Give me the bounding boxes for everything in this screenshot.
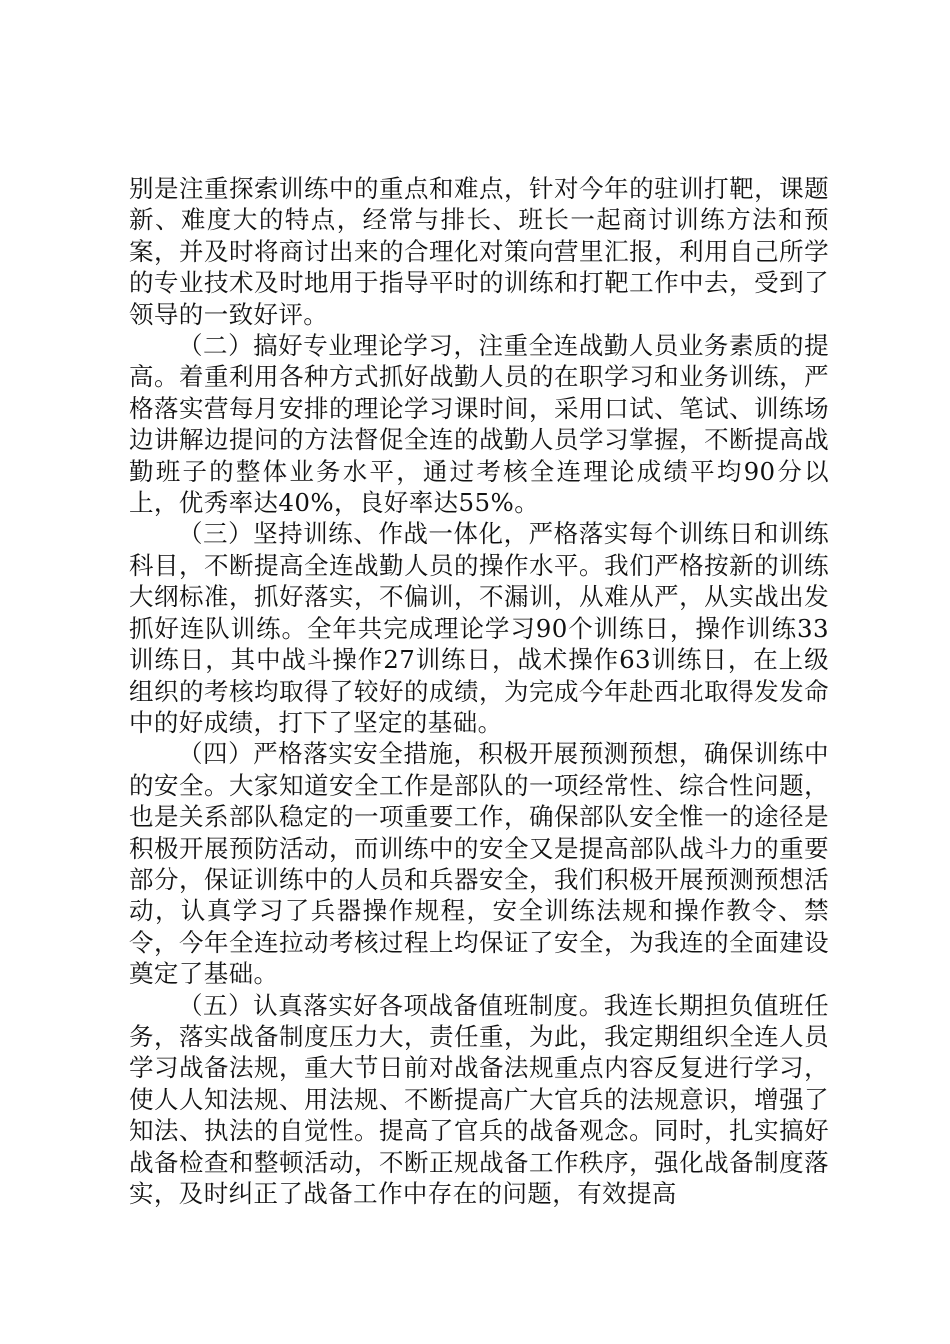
paragraph-section-3: （三）坚持训练、作战一体化，严格落实每个训练日和训练科目，不断提高全连战勤人员的操作水平。我们严格按新的训练大纲标准，抓好落实，不偏训，不漏训，从难从严，从实战出发抓好连队训练。全年共完成理论学习90个训练日，操作训练33训练日，其中战斗操作27训练日，战术操作63训练日，在上级组织的考核均取得了较好的成绩，为完成今年赴西北取得发发命中的好成绩，打下了坚定的基础。 [129, 519, 829, 737]
paragraph-section-4: （四）严格落实安全措施，积极开展预测预想，确保训练中的安全。大家知道安全工作是部队的一项经常性、综合性问题，也是关系部队稳定的一项重要工作，确保部队安全惟一的途径是积极开展预防活动，而训练中的安全又是提高部队战斗力的重要部分，保证训练中的人员和兵器安全，我们积极开展预测预想活动，认真学习了兵器操作规程，安全训练法规和操作教令、禁令，今年全连拉动考核过程上均保证了安全，为我连的全面建设奠定了基础。 [129, 739, 829, 989]
paragraph-continuation: 别是注重探索训练中的重点和难点，针对今年的驻训打靶，课题新、难度大的特点，经常与排长、班长一起商讨训练方法和预案，并及时将商讨出来的合理化对策向营里汇报，利用自己所学的专业技术及时地用于指导平时的训练和打靶工作中去，受到了领导的一致好评。 [129, 174, 829, 329]
document-body [129, 173, 829, 1209]
paragraph-section-5: （五）认真落实好各项战备值班制度。我连长期担负值班任务，落实战备制度压力大，责任重，为此，我定期组织全连人员学习战备法规，重大节日前对战备法规重点内容反复进行学习，使人人知法规、用法规、不断提高广大官兵的法规意识，增强了知法、执法的自觉性。提高了官兵的战备观念。同时，扎实搞好战备检查和整顿活动，不断正规战备工作秩序，强化战备制度落实，及时纠正了战备工作中存在的问题，有效提高 [129, 990, 829, 1208]
paragraph-section-2: （二）搞好专业理论学习，注重全连战勤人员业务素质的提高。着重利用各种方式抓好战勤人员的在职学习和业务训练，严格落实营每月安排的理论学习课时间，采用口试、笔试、训练场边讲解边提问的方法督促全连的战勤人员学习掌握，不断提高战勤班子的整体业务水平，通过考核全连理论成绩平均90分以上，优秀率达40%，良好率达55%。 [129, 331, 829, 518]
